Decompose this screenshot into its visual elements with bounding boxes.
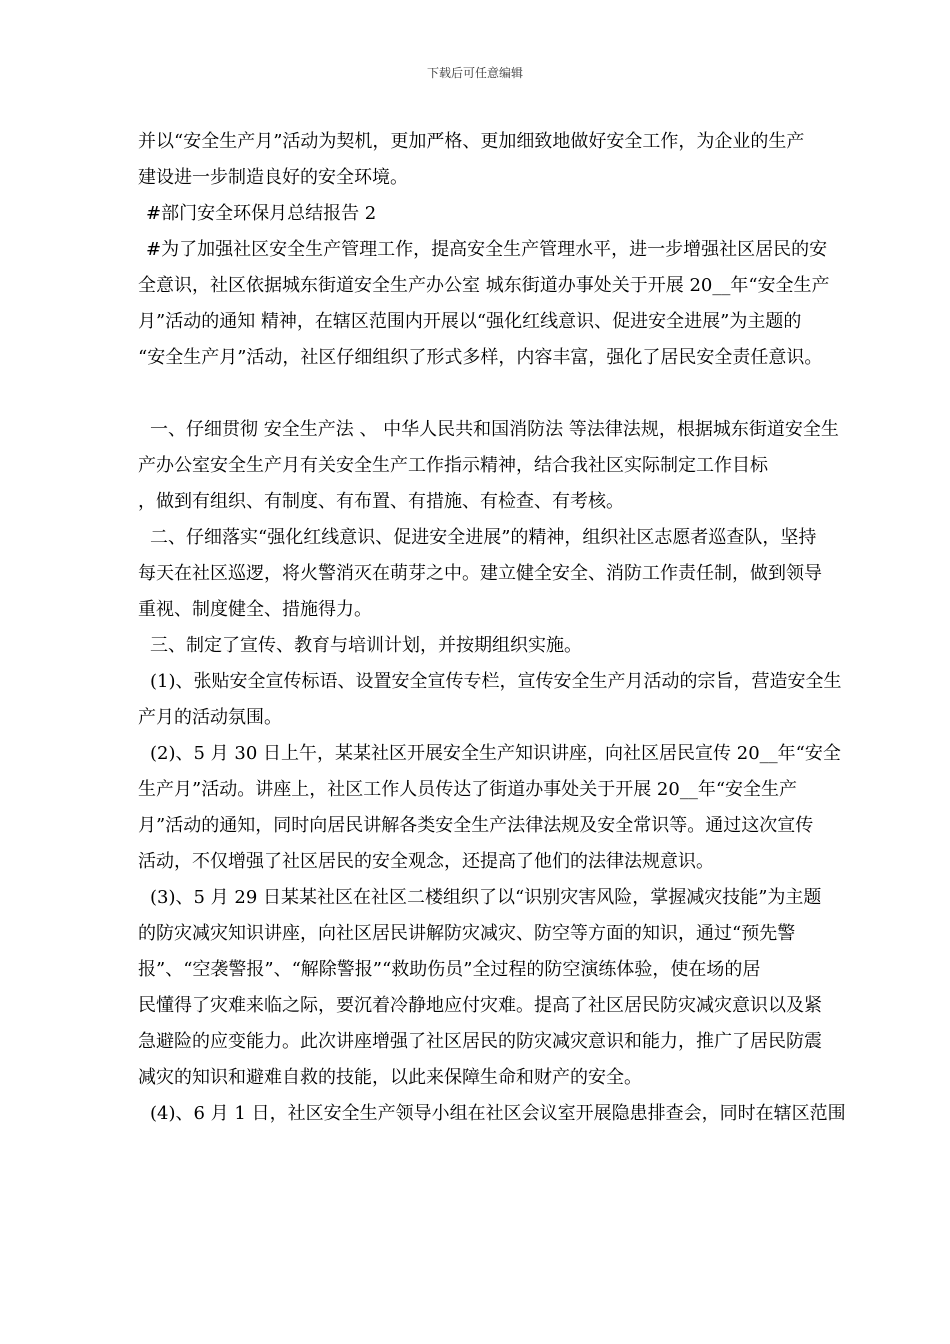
text-line: 月”活动的通知 精神，在辖区范围内开展以“强化红线意识、促进安全进展”为主题的: [138, 311, 802, 332]
text-line: (4)、6 月 1 日，社区安全生产领导小组在社区会议室开展隐患排查会，同时在辖区范围: [150, 1103, 846, 1124]
text-line: 的防灾减灾知识讲座，向社区居民讲解防灾减灾、防空等方面的知识，通过“预先警: [138, 923, 796, 944]
text-line: (2)、5 月 30 日上午，某某社区开展安全生产知识讲座，向社区居民宣传 20__年“安全: [150, 743, 841, 764]
text-line: 二、仔细落实“强化红线意识、促进安全进展”的精神，组织社区志愿者巡查队，坚持: [150, 527, 817, 548]
text-line: 并以“安全生产月”活动为契机，更加严格、更加细致地做好安全工作，为企业的生产: [138, 131, 805, 152]
text-line: 民懂得了灾难来临之际，要沉着冷静地应付灾难。提高了社区居民防灾减灾意识以及紧: [138, 995, 822, 1016]
page-header: 下载后可任意编辑: [426, 66, 523, 80]
text-line: 重视、制度健全、措施得力。: [138, 599, 372, 620]
text-line: 建设进一步制造良好的安全环境。: [138, 167, 408, 188]
text-line: 一、仔细贯彻 安全生产法 、 中华人民共和国消防法 等法律法规，根据城东街道安全生: [150, 419, 839, 440]
text-line: 生产月”活动。讲座上，社区工作人员传达了街道办事处关于开展 20__年“安全生产: [138, 779, 798, 800]
text-line: 每天在社区巡逻，将火警消灭在萌芽之中。建立健全安全、消防工作责任制，做到领导: [138, 563, 822, 584]
text-line: 三、制定了宣传、教育与培训计划，并按期组织实施。: [150, 635, 582, 656]
text-line: 报”、“空袭警报”、“解除警报”“救助伤员”全过程的防空演练体验，使在场的居: [138, 959, 761, 980]
text-line: “安全生产月”活动，社区仔细组织了形式多样，内容丰富，强化了居民安全责任意识。: [138, 347, 823, 368]
text-line: 减灾的知识和避难自救的技能，以此来保障生命和财产的安全。: [138, 1067, 642, 1088]
text-line: 全意识，社区依据城东街道安全生产办公室 城东街道办事处关于开展 20__年“安全生产: [138, 275, 830, 296]
text-line: 产月的活动氛围。: [138, 707, 282, 728]
text-line: 月”活动的通知，同时向居民讲解各类安全生产法律法规及安全常识等。通过这次宣传: [138, 815, 814, 836]
text-line: ，做到有组织、有制度、有布置、有措施、有检查、有考核。: [138, 491, 624, 512]
section-heading: #部门安全环保月总结报告 2: [146, 203, 377, 224]
paragraph-gap: [138, 376, 898, 412]
text-line: 急避险的应变能力。此次讲座增强了社区居民的防灾减灾意识和能力，推广了居民防震: [138, 1031, 822, 1052]
text-line: (3)、5 月 29 日某某社区在社区二楼组织了以“识别灾害风险，掌握减灾技能”为主题: [150, 887, 822, 908]
text-line: #为了加强社区安全生产管理工作，提高安全生产管理水平，进一步增强社区居民的安: [146, 239, 828, 260]
document-body: [138, 124, 898, 1132]
text-line: (1)、张贴安全宣传标语、设置安全宣传专栏，宣传安全生产月活动的宗旨，营造安全生: [150, 671, 842, 692]
text-line: 活动，不仅增强了社区居民的安全观念，还提高了他们的法律法规意识。: [138, 851, 714, 872]
text-line: 产办公室安全生产月有关安全生产工作指示精神，结合我社区实际制定工作目标: [138, 455, 768, 476]
